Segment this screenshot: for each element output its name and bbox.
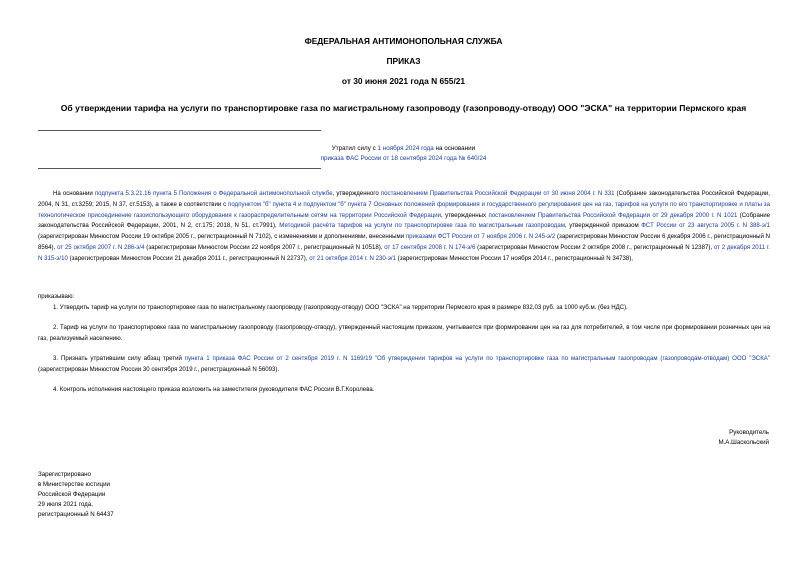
preamble-text: (Собрание законодательства Российской Федерации, 2001, N 2, ст.175; 2018, N 51, ст.7991), bbox=[38, 211, 770, 230]
status-note-line1 bbox=[0, 144, 807, 154]
signature-name: М.А.Шаскольский bbox=[718, 439, 769, 446]
divider-bottom bbox=[38, 168, 321, 169]
status-note-text-post: на основании bbox=[433, 145, 476, 152]
link-methodology[interactable]: Методикой расчёта тарифов на услуги по транспортировке газа по магистральным газопроводам bbox=[279, 222, 565, 230]
divider-top bbox=[38, 130, 321, 131]
order-item-4-text: 4. Контроль исполнения настоящего приказа возложить на заместителя руководителя ФАС России В.Г.Королева. bbox=[53, 386, 375, 393]
link-fst-230[interactable]: от 21 октября 2014 г. N 230-э/1 bbox=[309, 254, 397, 262]
link-government-decree-1021[interactable]: постановлением Правительства Российской Федерации от 29 декабря 2000 г. N 1021 bbox=[488, 211, 738, 219]
preamble-text: , утвержденных bbox=[441, 211, 489, 219]
order-item-1 bbox=[38, 303, 770, 314]
order-item-1-text: 1. Утвердить тариф на услуги по транспортировке газа по магистральному газопроводу (газопроводу-отводу) ООО "ЭСКА" на территории Пермского края в размере 832,03 руб. за 1000 куб.м. (без НДС). bbox=[53, 304, 628, 311]
doc-type: ПРИКАЗ bbox=[386, 56, 421, 66]
link-government-decree-331[interactable]: постановлением Правительства Российской Федерации от 30 июня 2004 г. N 331 bbox=[380, 190, 615, 197]
link-fst-315[interactable]: от 2 декабря 2011 г. N 315-э/10 bbox=[38, 243, 770, 262]
preamble-text: (зарегистрирован Минюстом России 2 октября 2008 г., регистрационный N 12387), bbox=[475, 243, 714, 251]
preamble-text: (зарегистрирован Минюстом России 22 ноября 2007 г., регистрационный N 10518), bbox=[144, 243, 385, 251]
registration-line3: Российской Федерации bbox=[38, 491, 106, 498]
registration-line1: Зарегистрировано bbox=[38, 471, 91, 478]
signature-position: Руководитель bbox=[729, 429, 769, 436]
link-fst-286[interactable]: от 25 октября 2007 г. N 286-э/4 bbox=[57, 243, 145, 251]
registration-line5: регистрационный N 64437 bbox=[38, 511, 114, 518]
preamble-text: (зарегистрирован Минюстом России 6 декабря 2006 г., регистрационный N 8564), bbox=[38, 233, 770, 251]
order-word: приказываю: bbox=[38, 293, 75, 300]
doc-date-number: от 30 июня 2021 года N 655/21 bbox=[341, 76, 466, 86]
preamble-text: , утвержденного bbox=[332, 190, 381, 197]
preamble-text: (зарегистрирован Минюстом России 19 октября 2005 г., регистрационный N 7102), с изменениями и дополнениями, внесенными bbox=[38, 233, 406, 241]
link-fas-regulation[interactable]: подпункта 5.3.21.16 пункта 5 Положения о Федеральной антимонопольной службе bbox=[94, 190, 333, 197]
status-note-text: Утратил силу с bbox=[331, 145, 378, 152]
preamble-text: (зарегистрирован Минюстом России 21 декабря 2011 г., регистрационный N 22737), bbox=[67, 254, 310, 262]
preamble-text: На основании bbox=[53, 190, 95, 197]
order-item-2-text: 2. Тариф на услуги по транспортировке газа по магистральному газопроводу (газопроводу-отводу), утвержденный настоящим приказом, учитывается при формировании цен на газ для потребителей, в том числе при формировании розничных цен на газ, реализуемый населению. bbox=[38, 324, 770, 342]
link-basic-provisions[interactable]: подпунктом "б" пункта 4 и подпунктом "б" пункта 7 Основных положений формирования и государственного регулирования цен на газ, тарифов на услуги по его транспортировке и платы за технологическое присоединение газоиспользующего оборудования к газораспределительным сетям на территории Российской Федерации bbox=[38, 200, 770, 219]
preamble-text: (Собрание законодательства Российской Федерации, 2004, N 31, ст.3259; 2015, N 37, ст.5153), а также в соответствии с bbox=[38, 190, 770, 208]
link-fst-388[interactable]: ФСТ России от 23 августа 2005 г. N 388-э/1 bbox=[641, 222, 770, 230]
registration-line2: в Министерстве юстиции bbox=[38, 481, 111, 488]
order-item-2 bbox=[38, 323, 770, 345]
link-fst-174[interactable]: от 17 сентября 2008 г. N 174-э/6 bbox=[384, 243, 476, 251]
doc-title: Об утверждении тарифа на услуги по транспортировке газа по магистральному газопроводу (газопроводу-отводу) ООО "ЭСКА" на территории Пермского края bbox=[60, 103, 747, 113]
link-fst-245[interactable]: приказами ФСТ России от 7 ноября 2006 г. N 245-э/2 bbox=[405, 233, 556, 241]
preamble-text: , утвержденной приказом bbox=[564, 222, 642, 230]
order-item-3 bbox=[38, 354, 770, 376]
preamble-text: (зарегистрирован Минюстом России 17 ноября 2014 г., регистрационный N 34738), bbox=[396, 254, 633, 262]
order-item-3-text-post: (зарегистрирован Минюстом России 30 сентября 2019 г., регистрационный N 56093). bbox=[38, 365, 280, 373]
order-item-4 bbox=[38, 385, 770, 396]
registration-line4: 29 июля 2021 года, bbox=[38, 501, 93, 508]
order-item-3-text: 3. Признать утратившим силу абзац третий bbox=[53, 355, 185, 362]
agency-name: ФЕДЕРАЛЬНАЯ АНТИМОНОПОЛЬНАЯ СЛУЖБА bbox=[304, 36, 503, 46]
link-fas-1169[interactable]: пункта 1 приказа ФАС России от 2 сентября 2019 г. N 1169/19 "Об утверждении тарифов на услуги по транспортировке газа по магистральным газопроводам (газопроводам-отводам) ООО "ЭСКА" bbox=[184, 355, 770, 362]
preamble-paragraph bbox=[38, 189, 770, 265]
status-note-order-link[interactable]: приказа ФАС России от 18 сентября 2024 года № 640/24 bbox=[320, 155, 487, 162]
status-note-date-link[interactable]: 1 ноября 2024 года bbox=[377, 145, 434, 152]
status-note-line2 bbox=[0, 154, 807, 164]
